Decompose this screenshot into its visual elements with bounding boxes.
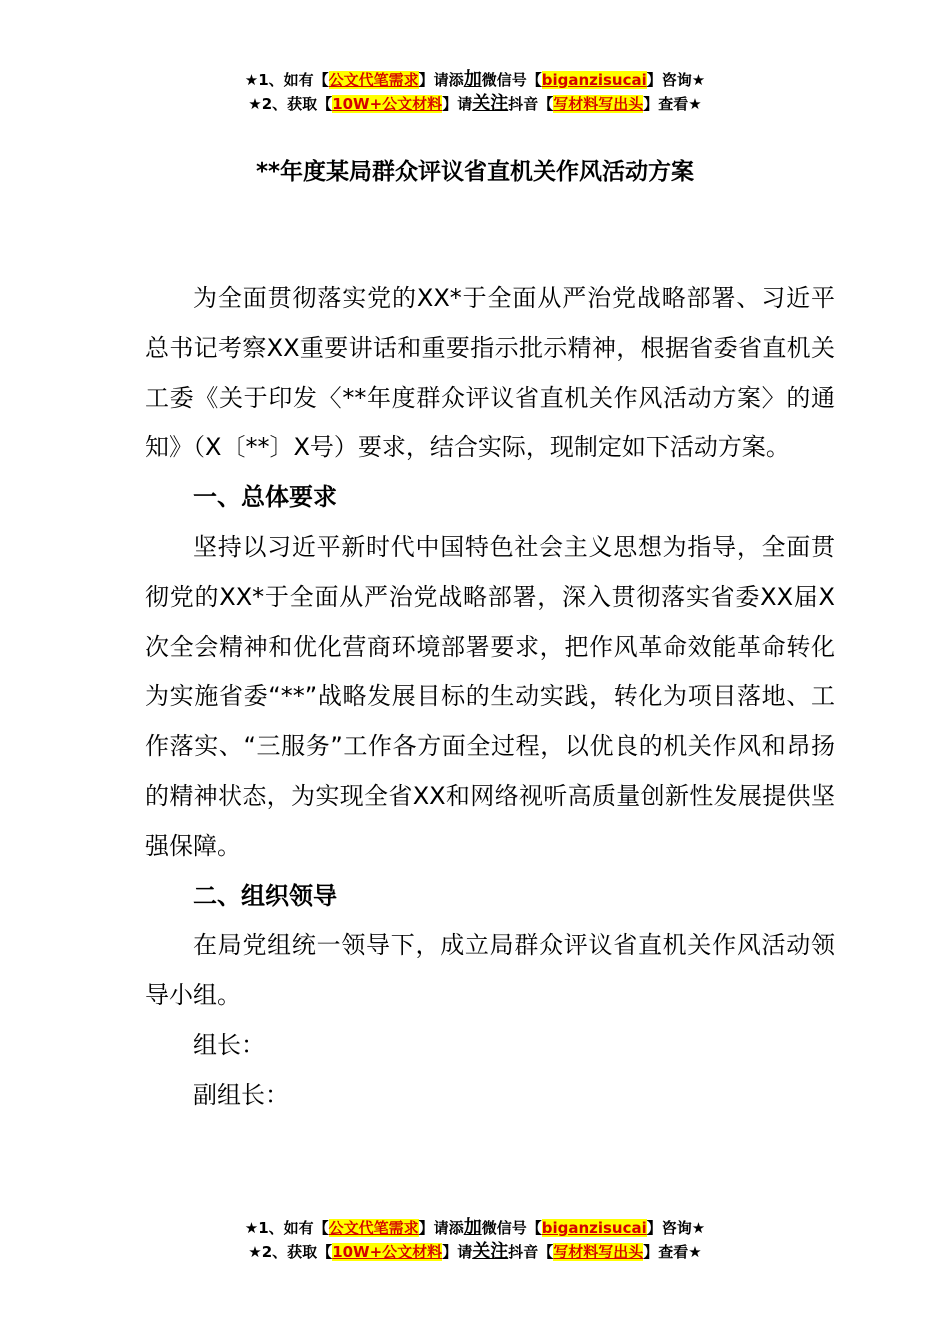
banner-line-1 <box>0 1216 950 1240</box>
banner-text: 】咨询★ <box>646 1219 706 1237</box>
banner-line-1 <box>0 68 950 92</box>
deputy-leader-line: 副组长： <box>193 1080 289 1109</box>
banner-highlight-wechat-id: biganzisucai <box>541 71 647 89</box>
bottom-banner <box>0 1216 950 1264</box>
banner-text: ★1、如有【 <box>244 1219 329 1237</box>
banner-highlight-wechat-id: biganzisucai <box>541 1219 647 1237</box>
intro-paragraph: 为全面贯彻落实党的XX*于全面从严治党战略部署、习近平总书记考察XX重要讲话和重要指示批示精神，根据省委省直机关工委《关于印发〈**年度群众评议省直机关作风活动方案〉的通知》（X〔**〕X号）要求，结合实际，现制定如下活动方案。 <box>145 284 835 462</box>
banner-highlight-materials: 10W+公文材料 <box>332 95 443 113</box>
banner-text: 抖音【 <box>508 95 554 113</box>
body-paragraph: 坚持以习近平新时代中国特色社会主义思想为指导，全面贯彻党的XX*于全面从严治党战略部署，深入贯彻落实省委XX届X次全会精神和优化营商环境部署要求，把作风革命效能革命转化为实施省委“**”战略发展目标的生动实践，转化为项目落地、工作落实、“三服务”工作各方面全过程，以优良的机关作风和昂扬的精神状态，为实现全省XX和网络视听高质量创新性发展提供坚强保障。 <box>145 532 835 860</box>
banner-text: 】请 <box>442 1243 473 1261</box>
body-paragraph: 在局党组统一领导下，成立局群众评议省直机关作风活动领导小组。 <box>145 931 835 1010</box>
banner-text: 抖音【 <box>508 1243 554 1261</box>
banner-line-2 <box>0 1240 950 1264</box>
leader-line: 组长： <box>193 1030 265 1059</box>
banner-highlight-service: 公文代笔需求 <box>328 71 419 89</box>
banner-highlight-douyin-account: 写材料写出头 <box>553 95 644 113</box>
banner-highlight-douyin-account: 写材料写出头 <box>553 1243 644 1261</box>
banner-emphasis: 关注 <box>472 1241 509 1262</box>
banner-emphasis: 加 <box>463 1217 482 1238</box>
banner-text: 微信号【 <box>481 1219 542 1237</box>
section-heading-organization: 二、组织领导 <box>193 881 337 910</box>
banner-text: ★1、如有【 <box>244 71 329 89</box>
document-title: **年度某局群众评议省直机关作风活动方案 <box>255 159 695 185</box>
banner-highlight-service: 公文代笔需求 <box>328 1219 419 1237</box>
banner-emphasis: 关注 <box>472 93 509 114</box>
banner-emphasis: 加 <box>463 69 482 90</box>
banner-text: 】查看★ <box>643 95 702 113</box>
banner-text: 】请添 <box>418 1219 464 1237</box>
banner-text: 】查看★ <box>643 1243 702 1261</box>
document-body <box>145 274 835 1121</box>
banner-text: ★2、获取【 <box>248 1243 333 1261</box>
banner-highlight-materials: 10W+公文材料 <box>332 1243 443 1261</box>
banner-line-2 <box>0 92 950 116</box>
section-heading-general-requirements: 一、总体要求 <box>193 483 337 512</box>
banner-text: 】咨询★ <box>646 71 706 89</box>
banner-text: ★2、获取【 <box>248 95 333 113</box>
banner-text: 】请添 <box>418 71 464 89</box>
banner-text: 微信号【 <box>481 71 542 89</box>
top-banner <box>0 68 950 116</box>
banner-text: 】请 <box>442 95 473 113</box>
